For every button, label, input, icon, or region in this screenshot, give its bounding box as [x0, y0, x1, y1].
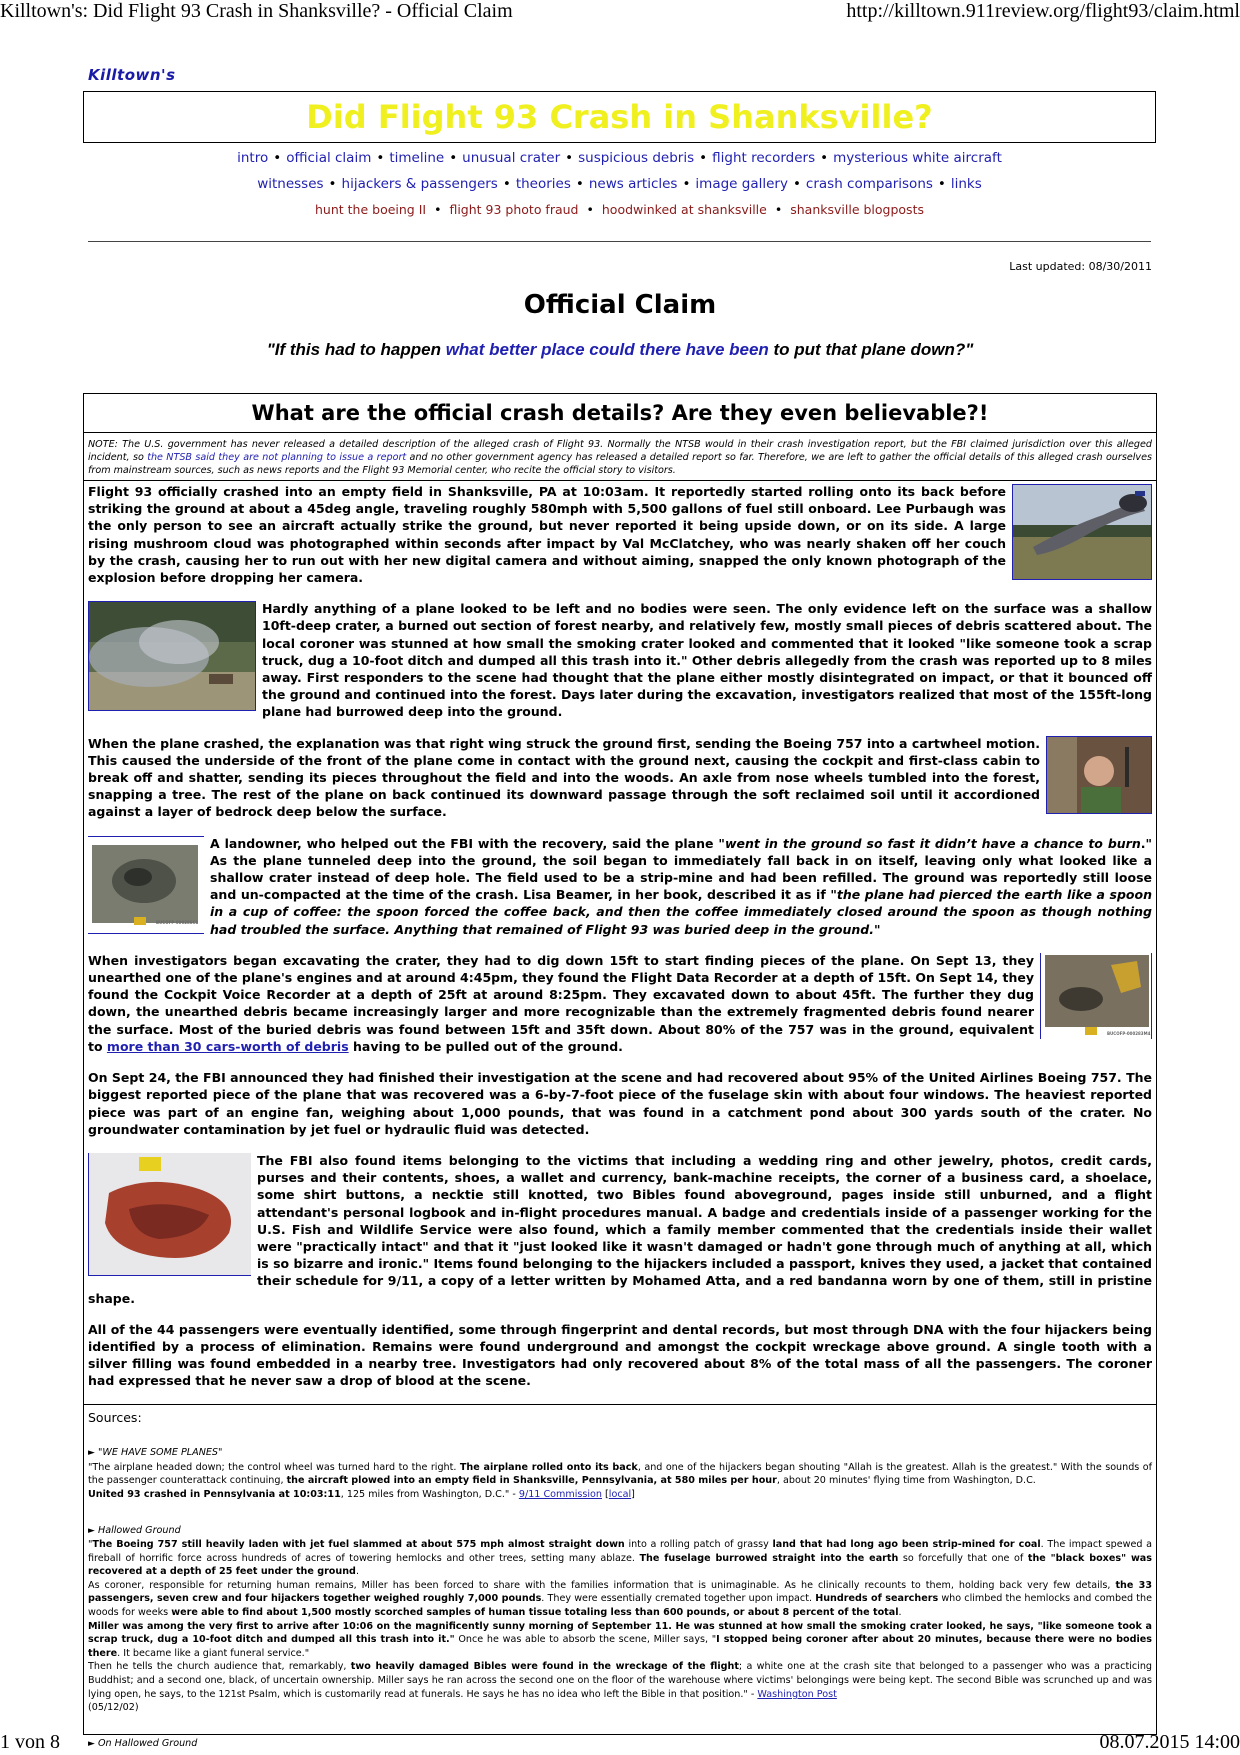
paragraph-landowner-beamer-quote: the plane had pierced the earth like a spoon in a cup of coffee: the spoon forced the coffee back, and then the coffee immediately closed around the spoon as though nothing had troubled the surface. Anything that remained of Flight 93 was buried deep in the ground. — [210, 887, 1152, 937]
source-text: who climbed the hemlocks and combed the woods for weeks — [88, 1593, 1152, 1619]
nav-separator: • — [565, 150, 574, 166]
nav-link-theories[interactable]: theories — [515, 176, 571, 192]
source-2-para-4 — [88, 1660, 1152, 1701]
last-updated: Last updated: 08/30/2011 — [1009, 260, 1152, 273]
note-text-post: and no other government agency has released a detailed report so far. Therefore, we are left to gather the official details of this alleged crash ourselves from mainstream sources, such as news reports and the Flight 93 Memorial center, who recite the official story to visitors. — [88, 452, 1152, 476]
nav-link-crash-comparisons[interactable]: crash comparisons — [805, 176, 933, 192]
crater-aerial-image — [88, 837, 204, 933]
nav-row-1 — [83, 150, 1156, 166]
source-bold: two heavily damaged Bibles were found in the wreckage of the flight — [350, 1661, 739, 1673]
excavation-photo[interactable] — [1040, 953, 1152, 1039]
nav-separator: • — [376, 150, 385, 166]
print-header-title: Killtown's: Did Flight 93 Crash in Shanksville? - Official Claim — [0, 0, 513, 22]
source-text: ; a white one at the crash site that belonged to a passenger who was a practicing Buddhist; and a second one, black, of uncertain ownership. Miller says he ran across the second one on the floor of the warehouse where victims' belongings were being kept. The second Bible was scrunched up and was lying open, he says, to the 121st Psalm, which is customarily read at funerals. He says he has no idea who left the Bible in that position." - — [88, 1661, 1152, 1700]
nav-link-photo-fraud[interactable]: flight 93 photo fraud — [449, 202, 579, 217]
source-text: , 125 miles from Washington, D.C." - — [340, 1488, 519, 1500]
ntsb-report-link[interactable]: the NTSB said they are not planning to issue a report — [147, 452, 407, 463]
page-quote — [0, 340, 1240, 360]
nav-link-image-gallery[interactable]: image gallery — [695, 176, 788, 192]
nav-link-intro[interactable]: intro — [237, 150, 269, 166]
nav-separator: • — [699, 150, 708, 166]
crater-smoke-image — [89, 602, 255, 710]
source-1-quote — [88, 1461, 1152, 1488]
triangle-icon: ► — [88, 1525, 95, 1536]
nav-link-timeline[interactable]: timeline — [389, 150, 445, 166]
source-text: "The airplane headed down; the control wheel was turned hard to the right. — [88, 1461, 460, 1473]
print-footer-page: 1 von 8 — [0, 1731, 60, 1753]
paragraph-excavation-text-a: When investigators began excavating the crater, they had to dig down 15ft to start finding pieces of the plane. On Sept 13, they unearthed one of the plane's engines and at around 4:45pm, they found the Flight Data Recorder at a depth of 15ft. On Sept 14, they found the Cockpit Voice Recorder at a depth of 25ft at around 8:25pm. They excavated down to about 45ft. The further they dug down, the unearthed debris became increasingly larger and more recognizable than the extremely fragmented debris found nearer the surface. Most of the buried debris was found between 15ft and 35ft down. About 80% of the 757 was in the ground, equivalent to — [88, 952, 1035, 1054]
nav-link-official-claim[interactable]: official claim — [286, 150, 372, 166]
paragraph-cartwheel — [88, 735, 1152, 821]
nav-link-suspicious-debris[interactable]: suspicious debris — [578, 150, 695, 166]
source-2-para-1: "The Boeing 757 still heavily laden with jet fuel slammed at about 575 mph almost straight down into a rolling patch of grassy land that had long ago been strip-mined for coal. The impact spewed a fireball of horrific force across hundreds of acres of towering hemlocks and other trees, setting many ablaze. The fuselage burrowed straight into the earth so forcefully that one of the "black boxes" was recovered at a depth of 25 feet under the ground. — [88, 1539, 1152, 1578]
nav-separator: • — [575, 176, 584, 192]
paragraph-landowner — [88, 835, 1152, 938]
washington-post-link[interactable]: Washington Post — [757, 1688, 837, 1700]
commission-link[interactable]: 9/11 Commission — [518, 1488, 602, 1500]
nav-link-news-articles[interactable]: news articles — [588, 176, 678, 192]
nav-link-blogposts[interactable]: shanksville blogposts — [790, 202, 924, 217]
bandanna-image — [89, 1153, 251, 1275]
nav-link-flight-recorders[interactable]: flight recorders — [712, 150, 816, 166]
crater-smoke-photo[interactable] — [88, 601, 256, 711]
page-title: Official Claim — [523, 290, 717, 320]
paragraph-items — [88, 1152, 1152, 1307]
source-bold: the aircraft plowed into an empty field in Shanksville, Pennsylvania, at 580 miles per hour — [286, 1475, 777, 1487]
nav-separator: • — [434, 202, 442, 217]
nav-row-3 — [83, 202, 1156, 217]
nav-link-witnesses[interactable]: witnesses — [257, 176, 324, 192]
quote-post: to put that plane down?" — [768, 340, 974, 359]
mushroom-cloud-photo[interactable] — [1012, 484, 1152, 580]
site-title-box — [83, 91, 1156, 143]
source-bold: the "black boxes" was recovered at a depth of 25 feet under the ground — [88, 1552, 1152, 1578]
paragraph-excavation-text-b: having to be pulled out of the ground. — [348, 1038, 623, 1054]
bandanna-photo[interactable] — [88, 1153, 251, 1276]
nav-separator: • — [937, 176, 946, 192]
source-text: , and one of the hijackers began shouting "Allah is the greatest. Allah is the greatest." With the sounds of the passenger counterattack continuing, — [88, 1461, 1153, 1487]
paragraph-landowner-text-c: ." As the plane tunneled deep into the ground, the soil began to immediately fall back in on itself, leaving only what looked like a shallow crater instead of deep hole. The field used to be a strip-mine and had been refilled. The ground was reportedly still loose and un-compacted at the time of the crash. Lisa Beamer, in her book, described it as if " — [210, 835, 1152, 903]
source-text: so forcefully that one of — [898, 1552, 1028, 1564]
paragraph-landowner-quote: went in the ground so fast it didn’t have a chance to burn — [724, 835, 1141, 851]
nav-link-links[interactable]: links — [950, 176, 982, 192]
nav-separator: • — [586, 202, 594, 217]
cars-worth-debris-link[interactable]: more than 30 cars-worth of debris — [106, 1038, 349, 1054]
site-logo[interactable]: Killtown's — [88, 66, 176, 84]
source-911-commission — [88, 1446, 1152, 1501]
nav-separator: • — [792, 176, 801, 192]
source-hallowed-ground — [88, 1524, 1152, 1715]
nav-link-hijackers-passengers[interactable]: hijackers & passengers — [341, 176, 498, 192]
source-3-title: On Hallowed Ground — [97, 1737, 198, 1749]
source-text: Then he tells the church audience that, remarkably, — [88, 1661, 351, 1673]
source-1-title: "WE HAVE SOME PLANES" — [97, 1447, 223, 1459]
nav-separator: • — [502, 176, 511, 192]
source-text: . — [355, 1566, 359, 1578]
paragraph-crash-text: Flight 93 officially crashed into an empty field in Shanksville, PA at 10:03am. It reportedly started rolling onto its back before striking the ground at about a 45deg angle, traveling roughly 580mph with 5,500 gallons of fuel still onboard. Lee Purbaugh was the only person to see an aircraft actually strike the ground, but never reported it being upside down, or on its side. A large rising mushroom cloud was photographed within seconds after impact by Val McClatchey, who was nearly shaken off her couch by the crash, causing her to run out with her new digital camera and without aiming, snapped the only known photograph of the explosion before dropping her camera. — [88, 484, 1006, 586]
paragraph-landowner-text-e: " — [874, 921, 881, 937]
crater-aerial-photo[interactable] — [88, 836, 204, 934]
source-bold: The airplane rolled onto its back — [459, 1461, 638, 1473]
ntsb-note — [84, 433, 1156, 481]
source-bold: United 93 crashed in Pennsylvania at 10:03:11 — [88, 1488, 341, 1500]
nav-link-unusual-crater[interactable]: unusual crater — [462, 150, 561, 166]
mushroom-cloud-image — [1013, 485, 1151, 579]
nav-separator: • — [273, 150, 282, 166]
print-header — [0, 0, 1240, 24]
nav-link-mysterious-white-aircraft[interactable]: mysterious white aircraft — [833, 150, 1002, 166]
article-body — [84, 481, 1156, 1390]
nav-link-hunt-the-boeing[interactable]: hunt the boeing II — [315, 202, 427, 217]
source-text: . It became like a giant funeral service." — [117, 1647, 310, 1659]
source-1-citation: United 93 crashed in Pennsylvania at 10:03:11, 125 miles from Washington, D.C." - 9/11 Commission [local] — [88, 1488, 635, 1500]
crater-photo-caption: BUCOFP-000286C1 — [156, 919, 199, 925]
paragraph-excavation — [88, 952, 1152, 1055]
print-header-url: http://killtown.911review.org/flight93/claim.html — [846, 0, 1240, 22]
section-heading: What are the official crash details? Are they even believable?! — [84, 394, 1156, 433]
source-text: into a rolling patch of grassy — [624, 1539, 773, 1551]
triangle-icon: ► — [88, 1738, 95, 1749]
quote-highlight: what better place could there have been — [445, 340, 769, 359]
source-bold: Hundreds of searchers — [815, 1593, 939, 1605]
nav-separator: • — [820, 150, 829, 166]
witness-photo[interactable] — [1046, 736, 1152, 814]
content-box — [83, 393, 1157, 1749]
source-text: . They were essentially cremated together upon impact. — [541, 1593, 816, 1605]
source-text: . — [898, 1607, 902, 1619]
quote-pre: "If this had to happen — [266, 340, 446, 359]
site-title: Did Flight 93 Crash in Shanksville? — [306, 98, 933, 136]
paragraph-fbi-announce: On Sept 24, the FBI announced they had finished their investigation at the scene and had recovered about 95% of the United Airlines Boeing 757. The biggest reported piece of the plane that was recovered was a 6-by-7-foot piece of the fuselage skin with about four windows. The heaviest reported piece was part of an engine fan, weighing about 1,000 pounds, that was found in a catchment pond about 300 yards south of the crater. No groundwater contamination by jet fuel or hydraulic fluid was detected. — [88, 1070, 1152, 1137]
print-footer — [0, 1731, 1240, 1755]
triangle-icon: ► — [88, 1448, 95, 1459]
source-2-para-2 — [88, 1579, 1152, 1620]
source-bold: The fuselage burrowed straight into the earth — [639, 1552, 899, 1564]
source-text: . The impact spewed a fireball of horrific force across hundreds of acres of towering hemlocks and other trees, setting many ablaze. — [88, 1539, 1152, 1564]
paragraph-landowner-text-a: A landowner, who helped out the FBI with the recovery, said the plane " — [210, 835, 725, 851]
nav-separator: • — [774, 202, 783, 217]
source-bold: the 33 passengers, seven crew and four hijackers together weighed roughly 7,000 pounds — [88, 1579, 1152, 1605]
source-bold: Miller was among the very first to arrive after 10:06 on the magnificently sunny morning of September 11. He was stunned at how small the smoking crater looked, he says, "like someone took a scrap truck, dug a 10-foot ditch and dumped all this trash into it." — [88, 1620, 1152, 1646]
nav-separator: • — [449, 150, 458, 166]
source-text: Once he was able to absorb the scene, Miller says, " — [454, 1634, 717, 1646]
source-bold: The Boeing 757 still heavily laden with jet fuel slammed at about 575 mph almost straight down — [92, 1539, 625, 1551]
paragraph-crash — [88, 483, 1152, 586]
nav-separator: • — [328, 176, 337, 192]
excavation-photo-caption: BUCOFP-000283M4 — [1107, 1030, 1151, 1036]
paragraph-passengers: All of the 44 passengers were eventually identified, some through fingerprint and dental records, but most through DNA with the four hijackers being identified by a process of elimination. Remains were found underground and amongst the cockpit wreckage above ground. A single tooth with a silver filling was found embedded in a nearby tree. Investigators had only recovered about 8% of the total mass of all the passengers. The coroner had expressed that he never saw a drop of blood at the scene. — [88, 1321, 1152, 1389]
note-text-pre: NOTE: The U.S. government has never released a detailed description of the alleged crash of Flight 93. Normally the NTSB would in their crash investigation report, but the FBI claimed jurisdiction over this alleged incident, so — [88, 439, 1152, 463]
witness-image — [1047, 737, 1151, 813]
paragraph-crater — [88, 600, 1152, 720]
source-bold: land that had long ago been strip-mined for coal — [772, 1539, 1041, 1551]
source-text: As coroner, responsible for returning human remains, Miller has been forced to share with the families information that is unimaginable. As he clinically recounts to them, holding back very few details, — [88, 1579, 1116, 1591]
paragraph-cartwheel-text: When the plane crashed, the explanation was that right wing struck the ground first, sending the Boeing 757 into a cartwheel motion. This caused the underside of the front of the plane come in contact with the ground next, causing the cockpit and first-class cabin to break off and shatter, sending its pieces throughout the field and into the woods. An axle from nose wheels tumbled into the forest, snapping a tree. The rest of the plane on back continued its downward passage through the soft reclaimed soil until it accordioned against a layer of bedrock deep below the surface. — [88, 735, 1040, 820]
print-footer-datetime: 08.07.2015 14:00 — [1099, 1731, 1240, 1753]
source-2-date: (05/12/02) — [88, 1702, 139, 1714]
source-2-title: Hallowed Ground — [97, 1524, 181, 1536]
nav-link-hoodwinked[interactable]: hoodwinked at shanksville — [601, 202, 767, 217]
nav-separator: • — [682, 176, 691, 192]
excavation-image — [1041, 953, 1151, 1039]
source-2-para-3 — [88, 1620, 1152, 1661]
nav-row-2 — [83, 176, 1156, 192]
source-text: , about 20 minutes' flying time from Washington, D.C. — [776, 1475, 1036, 1487]
sources-heading: Sources: — [88, 1409, 142, 1425]
header-divider — [88, 241, 1151, 242]
local-link[interactable]: local — [608, 1488, 632, 1500]
sources-section — [84, 1404, 1156, 1752]
source-bold: I stopped being coroner after about 20 minutes, because there were no bodies there — [88, 1634, 1152, 1659]
source-bold: were able to find about 1,500 mostly scorched samples of human tissue totaling less than 600 pounds, or about 8 percent of the total — [171, 1607, 899, 1619]
paragraph-items-text: The FBI also found items belonging to the victims that including a wedding ring and other jewelry, photos, credit cards, purses and their contents, shoes, a wallet and currency, bank-machine receipts, the corner of a business card, a shoelace, some shirt buttons, a necktie still knotted, two Bibles found aboveground, pages inside still unburned, and a flight attendant's personal logbook and in-flight procedures manual. A badge and credentials inside of a passenger working for the U.S. Fish and Wildlife Service were also found, which a family member commented that the credentials inside their wallet were "practically intact" and that it "just looked like it wasn't damaged or hadn't gone through much of anything at all, which is so bizarre and ironic." Items found belonging to the hijackers included a passport, knives they used, a jacket that contained their schedule for 9/11, a copy of a letter written by Mohamed Atta, and a red bandanna worn by one of them, still in pristine shape. — [88, 1152, 1152, 1306]
paragraph-crater-text: Hardly anything of a plane looked to be left and no bodies were seen. The only evidence left on the surface was a shallow 10ft-deep crater, a burned out section of forest nearby, and relatively few, mostly small pieces of debris scattered about. The local coroner was stunned at how small the smoking crater looked and commented that it looked "like someone took a scrap truck, dug a 10-foot ditch and dumped all this trash into it." Other debris allegedly from the crash was reported up to 8 miles away. First responders to the scene had thought that the plane either mostly disintegrated on impact, or that it bounced off the ground and continued into the forest. Days later during the excavation, investigators realized that most of the 155ft-long plane had burrowed deep into the ground. — [262, 601, 1152, 720]
